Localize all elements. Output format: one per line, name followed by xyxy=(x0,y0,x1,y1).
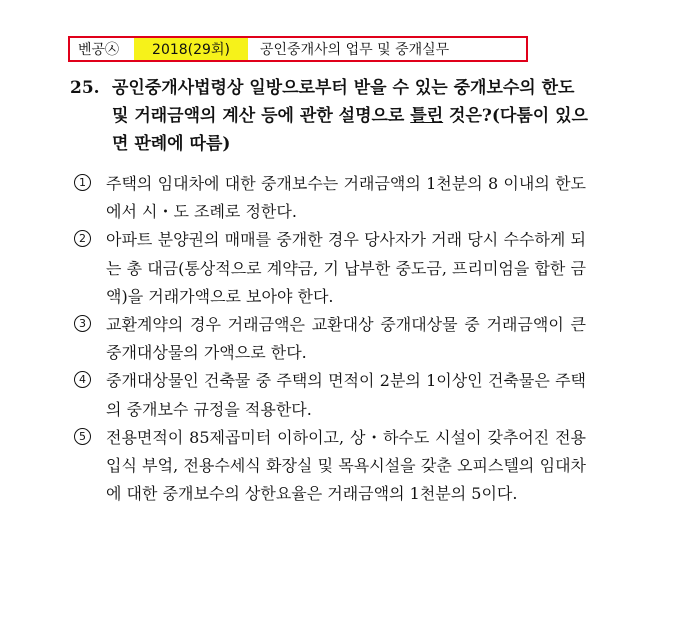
answer-option[interactable] xyxy=(74,226,586,311)
question-underlined-word: 틀린 xyxy=(410,106,444,126)
header-subject: 공인중개사의 업무 및 중개실무 xyxy=(260,42,450,58)
option-marker: 5 xyxy=(74,428,91,445)
question-text-before: 공인중개사법령상 일방으로부터 받을 수 있는 중개보수의 한도 및 거래금액의 계산 등에 관한 설명으로 xyxy=(112,78,575,126)
exam-header xyxy=(68,36,528,62)
question-text-after: 것은?(다툼이 있으면 판례에 따름) xyxy=(112,106,588,154)
option-text: 중개대상물인 건축물 중 주택의 면적이 2분의 1이상인 건축물은 주택의 중개보수 규정을 적용한다. xyxy=(106,371,586,419)
answer-option[interactable] xyxy=(74,170,586,226)
question xyxy=(70,74,590,158)
option-marker: 4 xyxy=(74,371,91,388)
question-text xyxy=(112,74,590,158)
option-marker: 3 xyxy=(74,315,91,332)
option-text: 교환계약의 경우 거래금액은 교환대상 중개대상물 중 거래금액이 큰 중개대상물의 가액으로 한다. xyxy=(106,315,586,363)
header-tag: 벤공㉦ xyxy=(78,42,120,58)
answer-option[interactable] xyxy=(74,311,586,367)
header-year: 2018(29회) xyxy=(134,38,248,60)
answer-options xyxy=(74,170,586,508)
option-text: 주택의 임대차에 대한 중개보수는 거래금액의 1천분의 8 이내의 한도에서 시・도 조례로 정한다. xyxy=(106,174,586,222)
option-text: 아파트 분양권의 매매를 중개한 경우 당사자가 거래 당시 수수하게 되는 총 대금(통상적으로 계약금, 기 납부한 중도금, 프리미엄을 합한 금액)을 거래가액으로 보아야 한다. xyxy=(106,230,586,306)
option-text: 전용면적이 85제곱미터 이하이고, 상・하수도 시설이 갖추어진 전용입식 부엌, 전용수세식 화장실 및 목욕시설을 갖춘 오피스텔의 임대차에 대한 중개보수의 상한요율은 거래금액의 1천분의 5이다. xyxy=(106,427,586,504)
option-marker: 2 xyxy=(74,230,91,247)
question-number: 25. xyxy=(70,78,100,98)
option-marker: 1 xyxy=(74,174,91,191)
answer-option[interactable] xyxy=(74,367,586,423)
answer-option[interactable] xyxy=(74,424,586,509)
